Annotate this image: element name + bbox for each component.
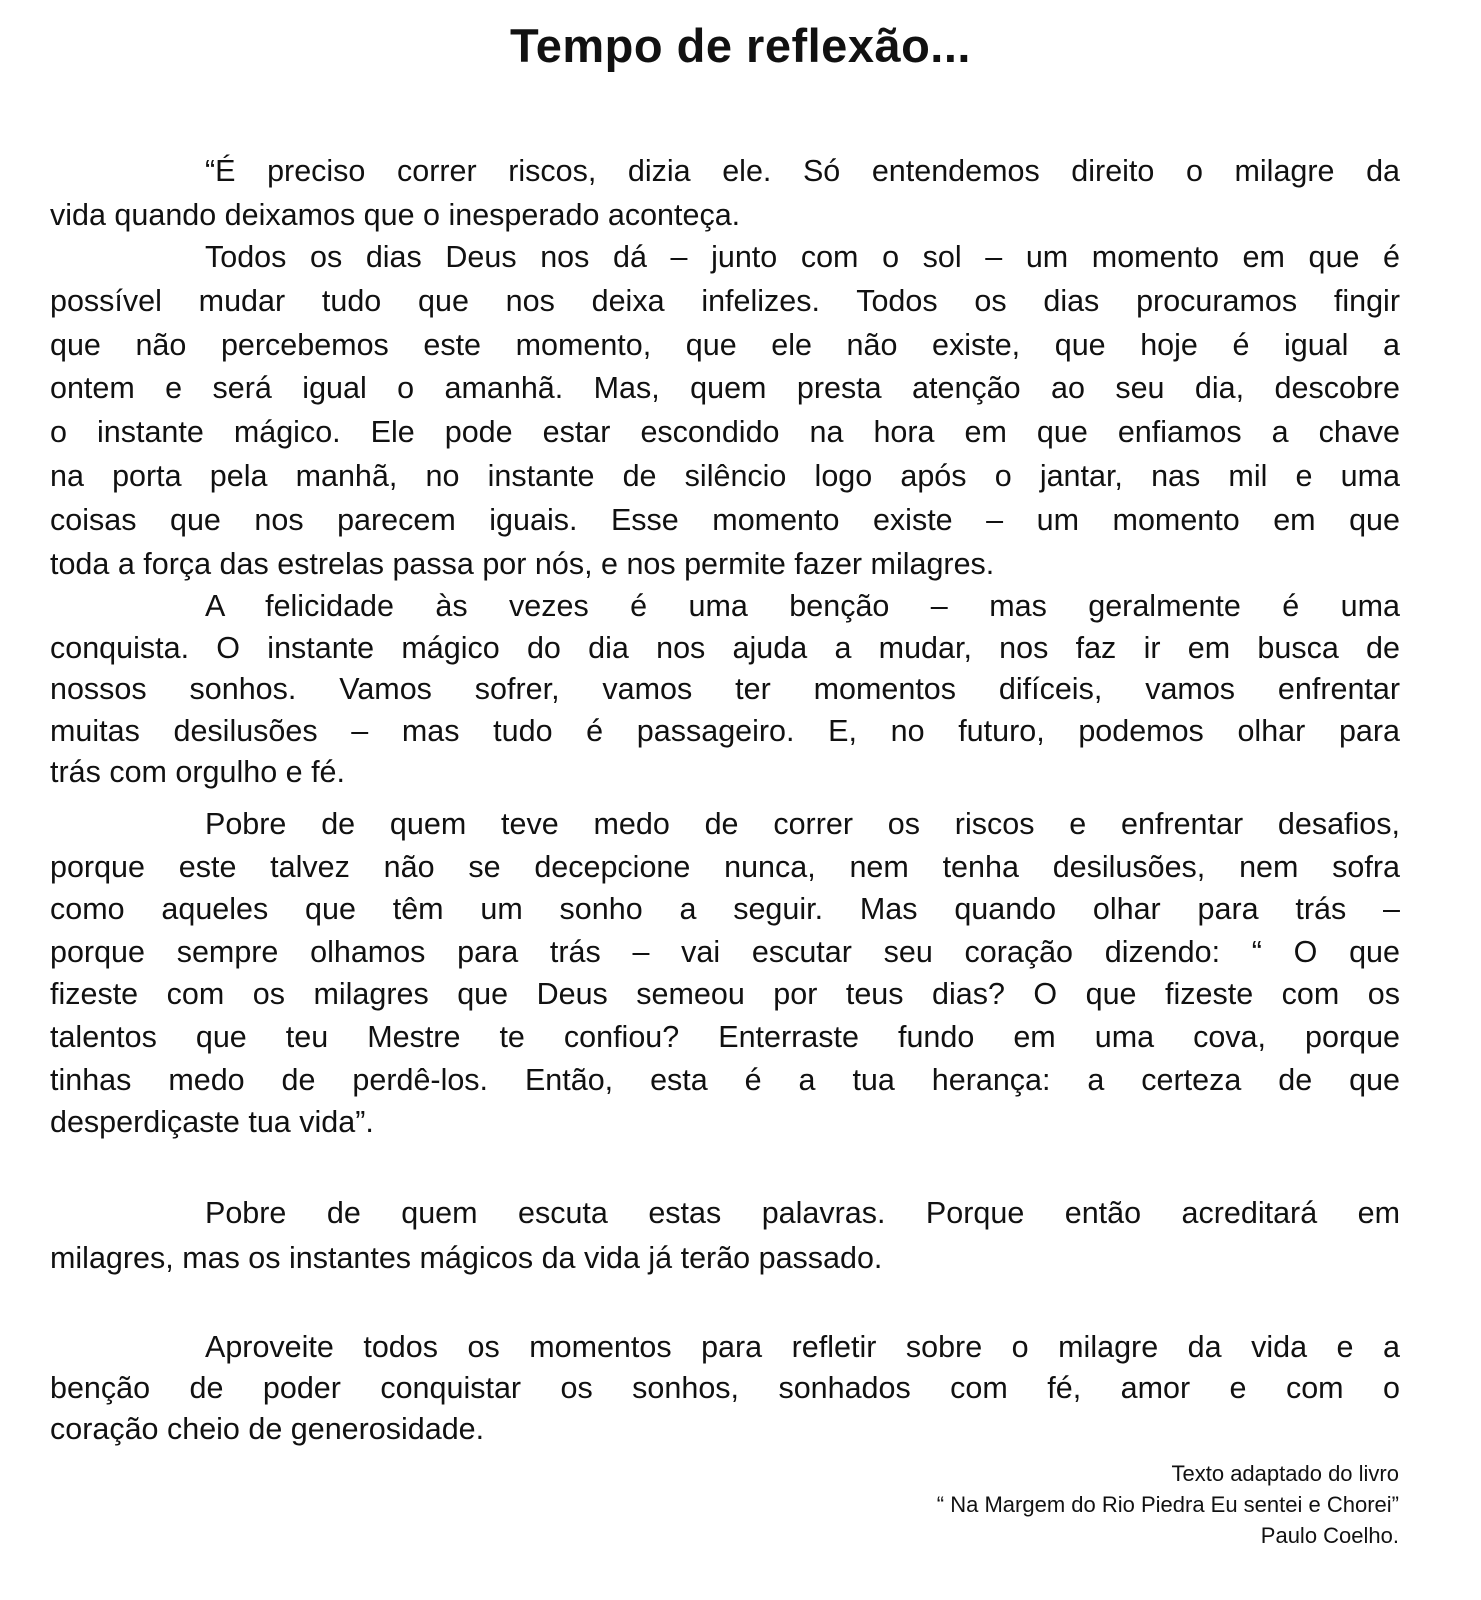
text-line: benção de poder conquistar os sonhos, sonhados com fé, amor e com o bbox=[50, 1371, 1400, 1405]
text-line: Todos os dias Deus nos dá – junto com o sol – um momento em que é bbox=[205, 240, 1400, 274]
document-title: Tempo de reflexão... bbox=[510, 19, 971, 72]
paragraph bbox=[50, 150, 1400, 237]
text-line: desperdiçaste tua vida”. bbox=[50, 1105, 374, 1140]
paragraph bbox=[50, 236, 1400, 586]
attribution bbox=[937, 1458, 1399, 1551]
attribution-author: Paulo Coelho. bbox=[1260, 1523, 1399, 1548]
text-line: talentos que teu Mestre te confiou? Enterraste fundo em uma cova, porque bbox=[50, 1019, 1400, 1054]
attribution-source-label: Texto adaptado do livro bbox=[1171, 1461, 1399, 1486]
text-line: trás com orgulho e fé. bbox=[50, 755, 345, 789]
text-line: possível mudar tudo que nos deixa infelizes. Todos os dias procuramos fingir bbox=[50, 283, 1400, 318]
text-line: toda a força das estrelas passa por nós, e nos permite fazer milagres. bbox=[50, 546, 995, 581]
text-line: fizeste com os milagres que Deus semeou por teus dias? O que fizeste com os bbox=[50, 977, 1400, 1012]
text-line: Pobre de quem teve medo de correr os riscos e enfrentar desafios, bbox=[205, 807, 1400, 841]
paragraph bbox=[50, 1327, 1400, 1450]
paragraph bbox=[50, 1191, 1400, 1281]
text-line: ontem e será igual o amanhã. Mas, quem presta atenção ao seu dia, descobre bbox=[50, 371, 1400, 406]
text-line: A felicidade às vezes é uma benção – mas geralmente é uma bbox=[205, 589, 1400, 623]
text-line: milagres, mas os instantes mágicos da vida já terão passado. bbox=[50, 1241, 883, 1275]
text-line: coração cheio de generosidade. bbox=[50, 1412, 485, 1446]
text-line: na porta pela manhã, no instante de silêncio logo após o jantar, nas mil e uma bbox=[50, 458, 1400, 493]
text-line: muitas desilusões – mas tudo é passageiro. E, no futuro, podemos olhar para bbox=[50, 713, 1400, 748]
text-line: nossos sonhos. Vamos sofrer, vamos ter momentos difíceis, vamos enfrentar bbox=[50, 672, 1400, 706]
text-line: que não percebemos este momento, que ele não existe, que hoje é igual a bbox=[50, 327, 1400, 362]
text-line: Aproveite todos os momentos para refletir sobre o milagre da vida e a bbox=[205, 1330, 1400, 1364]
text-line: “É preciso correr riscos, dizia ele. Só entendemos direito o milagre da bbox=[205, 154, 1400, 188]
text-line: o instante mágico. Ele pode estar escondido na hora em que enfiamos a chave bbox=[50, 415, 1400, 450]
attribution-book-title: “ Na Margem do Rio Piedra Eu sentei e Chorei” bbox=[936, 1492, 1399, 1517]
paragraph bbox=[50, 586, 1400, 794]
text-line: porque sempre olhamos para trás – vai escutar seu coração dizendo: “ O que bbox=[50, 934, 1400, 969]
text-line: coisas que nos parecem iguais. Esse momento existe – um momento em que bbox=[50, 502, 1400, 537]
text-line: tinhas medo de perdê-los. Então, esta é a tua herança: a certeza de que bbox=[50, 1062, 1400, 1097]
paragraph bbox=[50, 803, 1400, 1144]
text-line: conquista. O instante mágico do dia nos ajuda a mudar, nos faz ir em busca de bbox=[50, 630, 1400, 665]
text-line: como aqueles que têm um sonho a seguir. Mas quando olhar para trás – bbox=[50, 892, 1400, 927]
text-line: porque este talvez não se decepcione nunca, nem tenha desilusões, nem sofra bbox=[50, 849, 1400, 884]
text-line: Pobre de quem escuta estas palavras. Porque então acreditará em bbox=[205, 1196, 1400, 1230]
text-line: vida quando deixamos que o inesperado aconteça. bbox=[50, 197, 741, 232]
